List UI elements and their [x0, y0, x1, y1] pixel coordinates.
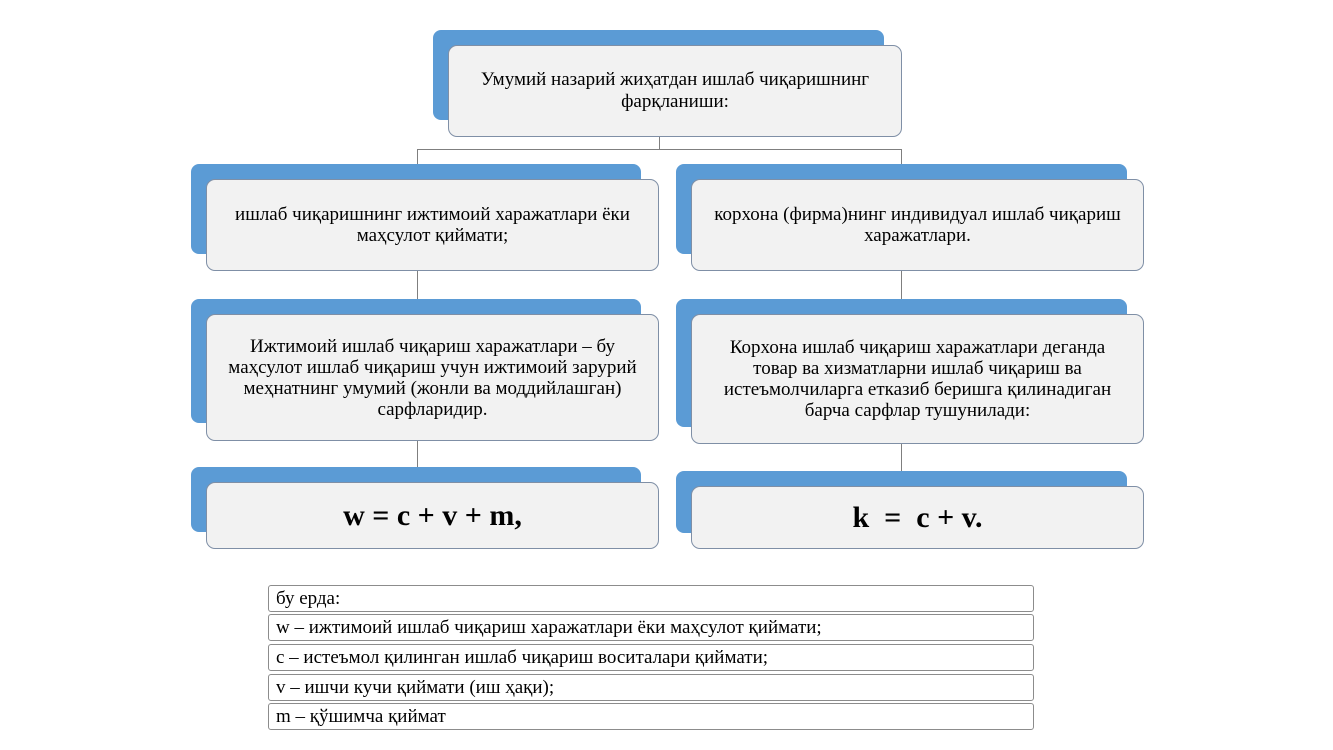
legend-row-w: w – ижтимоий ишлаб чиқариш харажатлари ёки маҳсулот қиймати;	[268, 614, 1034, 641]
left-definition-text: Ижтимоий ишлаб чиқариш харажатлари – бу маҳсулот ишлаб чиқариш учун ижтимоий зарурий меҳнатнинг умумий (жонли ва моддийлашган) сарфларидир.	[228, 335, 637, 420]
connector-horizontal	[417, 149, 902, 150]
left-title-text: ишлаб чиқаришнинг ижтимоий харажатлари ёки маҳсулот қиймати;	[235, 204, 630, 246]
legend-row-m: m – қўшимча қиймат	[268, 703, 1034, 730]
right-definition-text: Корхона ишлаб чиқариш харажатлари деганда товар ва хизматларни ишлаб чиқариш ва истеъмолчиларга етказиб беришга қилинадиган барча сарфлар тушунилади:	[723, 337, 1112, 421]
root-text: Умумий назарий жиҳатдан ишлаб чиқаришнинг фарқланиши:	[480, 69, 870, 112]
right-title-text: корхона (фирма)нинг индивидуал ишлаб чиқариш харажатлари.	[714, 204, 1121, 246]
legend-row-c: c – истеъмол қилинган ишлаб чиқариш воситалари қиймати;	[268, 644, 1034, 671]
connector-root-down	[659, 136, 660, 150]
left-formula-text: w = c + v + m,	[343, 498, 522, 532]
right-formula-text: k = c + v.	[852, 500, 983, 534]
legend-row-0: бу ерда:	[268, 585, 1034, 612]
legend-row-v: v – ишчи кучи қиймати (иш ҳақи);	[268, 674, 1034, 701]
